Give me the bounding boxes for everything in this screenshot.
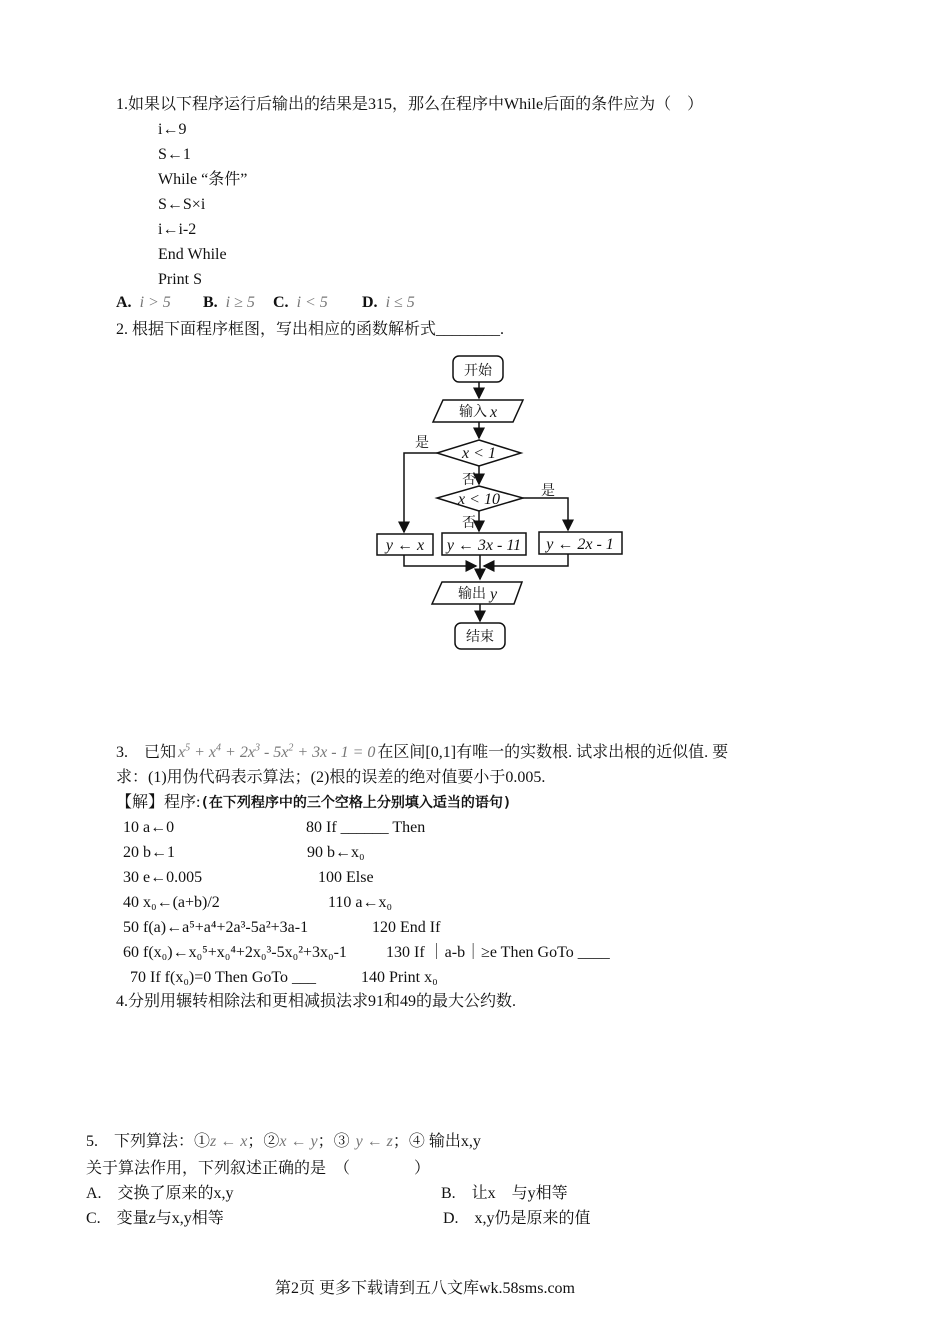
option-expr: i < 5	[296, 294, 328, 311]
q1-code-line: Print S	[158, 271, 203, 288]
q1-code-line: While “条件”	[158, 171, 248, 188]
q3-code-right: 100 Else	[318, 869, 374, 886]
q5-sep: ；③	[317, 1133, 350, 1150]
assign-y-x-label: y ← x	[385, 537, 425, 554]
option-letter: C.	[273, 294, 289, 311]
solution-label: 【解】程序:	[116, 794, 201, 811]
q1-code-line: S←1	[158, 146, 191, 163]
option-letter: B.	[203, 294, 218, 311]
q3-code-right: 140 Print x₀	[361, 969, 438, 986]
q3-equation: $x^5 + x^4 + 2x^3 - 5x^2 + 3x - 1 = 0$	[178, 742, 376, 761]
input-label: 输入	[459, 404, 487, 420]
q3-code-left: 70 If f(x₀)=0 Then GoTo ___	[130, 969, 317, 986]
q5-line1	[86, 1132, 481, 1152]
q5-sep: ；④ 输出x,y	[392, 1133, 481, 1150]
q3-code-left: 60 f(x₀)←x₀⁵+x₀⁴+2x₀³-5x₀²+3x₀-1	[123, 944, 347, 961]
page-footer: 第2页 更多下载请到五八文库wk.58sms.com	[275, 1280, 576, 1297]
option-expr: i ≥ 5	[225, 294, 255, 311]
q5-step1: z ← x	[210, 1133, 248, 1150]
q3-suffix: 在区间[0,1]有唯一的实数根. 试求出根的近似值. 要	[377, 744, 729, 761]
q5-option-d: D. x,y仍是原来的值	[443, 1210, 591, 1227]
cond1-label: x < 1	[462, 445, 496, 462]
input-var-label: x	[490, 404, 498, 421]
no-label: 否	[462, 515, 476, 531]
q5-step2: x ← y	[279, 1133, 318, 1150]
output-var-label: y	[490, 586, 498, 603]
q1-code-line: i←i-2	[158, 221, 197, 238]
cond2-label: x < 10	[458, 491, 500, 508]
q3-code-right: 130 If ｜a-b｜≥e Then GoTo ____	[386, 944, 610, 961]
q3-solution-header	[116, 793, 511, 813]
end-label: 结束	[466, 629, 494, 645]
q1-question: 1.如果以下程序运行后输出的结果是315，那么在程序中While后面的条件应为（ ）	[116, 96, 704, 113]
q1-code-line: End While	[158, 246, 227, 263]
output-label: 输出	[458, 586, 486, 602]
q4-question: 4.分别用辗转相除法和更相减损法求91和49的最大公约数.	[116, 993, 517, 1010]
yes-label: 是	[541, 483, 555, 499]
q5-sep: ；②	[247, 1133, 280, 1150]
q3-line2: 求：(1)用伪代码表示算法；(2)根的误差的绝对值要小于0.005.	[116, 769, 546, 786]
option-letter: A.	[116, 294, 132, 311]
q5-option-a: A. 交换了原来的x,y	[86, 1185, 234, 1202]
q2-question: 2. 根据下面程序框图，写出相应的函数解析式________.	[116, 321, 505, 338]
option-expr: i ≤ 5	[385, 294, 415, 311]
q3-code-right: 110 a←x₀	[328, 894, 393, 911]
q3-code-right: 120 End If	[372, 919, 441, 936]
q3-code-left: 20 b←1	[123, 844, 175, 861]
q3-code-left: 50 f(a)←a⁵+a⁴+2a³-5a²+3a-1	[123, 919, 309, 936]
yes-label: 是	[415, 435, 429, 451]
q5-step3: y ← z	[355, 1133, 393, 1150]
q3-code-left: 30 e←0.005	[123, 869, 203, 886]
q3-prefix: 3. 已知	[116, 744, 177, 761]
q3-line1	[116, 743, 728, 763]
q5-line2: 关于算法作用，下列叙述正确的是 （ ）	[86, 1160, 431, 1177]
q5-option-b: B. 让x 与y相等	[441, 1185, 568, 1202]
q3-code-left: 10 a←0	[123, 819, 175, 836]
no-label: 否	[462, 472, 476, 488]
q1-code-line: i←9	[158, 121, 187, 138]
q3-code-right: 90 b←x₀	[307, 844, 365, 861]
q5-option-c: C. 变量z与x,y相等	[86, 1210, 224, 1227]
q3-code-right: 80 If ______ Then	[306, 819, 426, 836]
q3-code-left: 40 x₀←(a+b)/2	[123, 894, 220, 911]
q1-code-line: S←S×i	[158, 196, 206, 213]
q5-prefix: 5. 下列算法：①	[86, 1133, 211, 1150]
solution-note: (在下列程序中的三个空格上分别填入适当的语句)	[200, 795, 512, 811]
option-expr: i > 5	[139, 294, 171, 311]
assign-y-3x-11-label: y ← 3x - 11	[446, 537, 522, 554]
assign-y-2x-1-label: y ← 2x - 1	[546, 536, 614, 553]
start-label: 开始	[464, 363, 492, 379]
option-letter: D.	[362, 294, 378, 311]
